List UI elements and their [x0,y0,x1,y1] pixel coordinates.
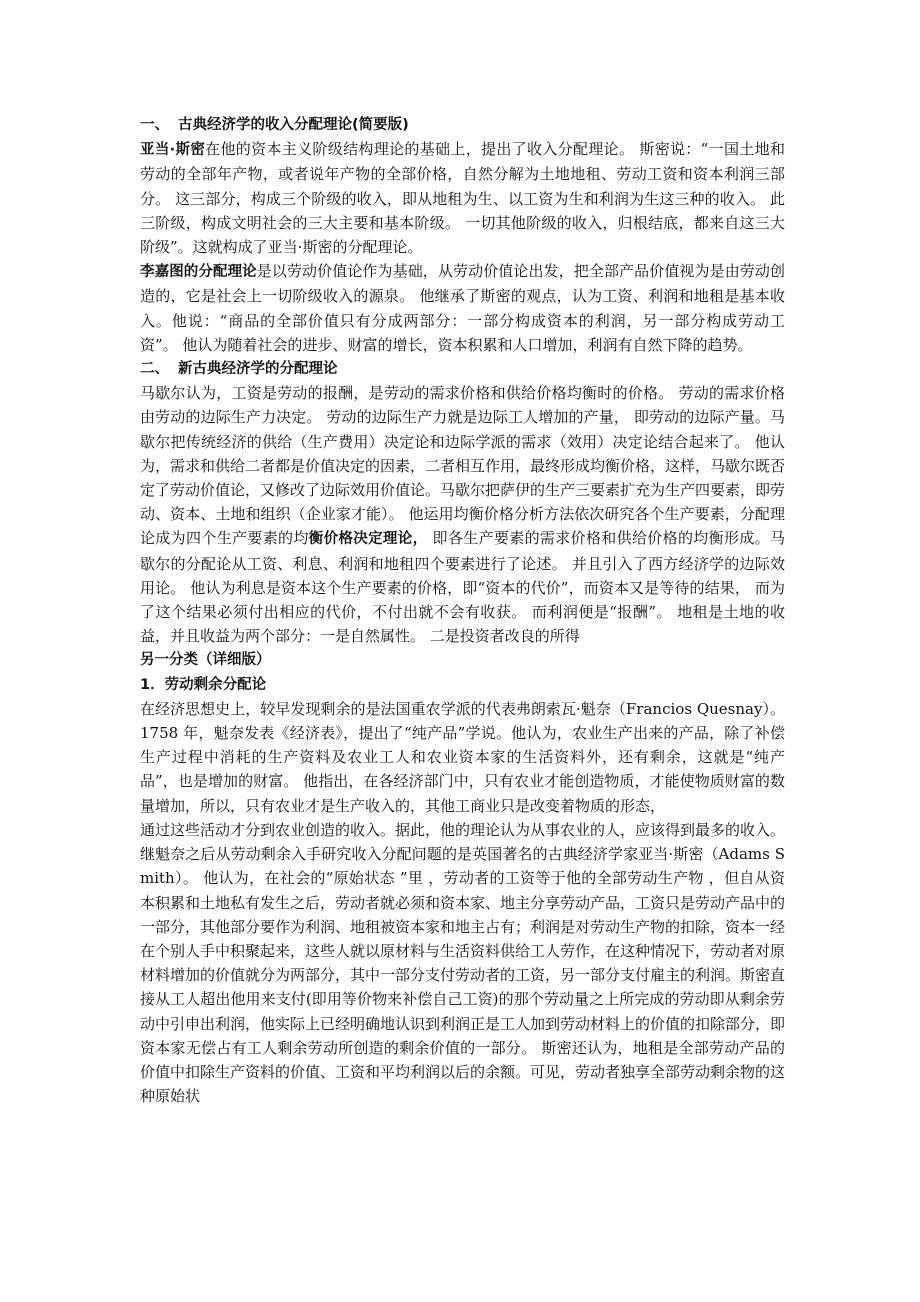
section-number: 二、 [140,361,169,378]
section-heading-labor-surplus: 1．劳动剩余分配论 [140,676,267,693]
paragraph-quesnay: 在经济思想史上，较早发现剩余的是法国重农学派的代表弗朗索瓦·魁奈（Francios Quesnay）。 1758 年，魁奈发表《经济表》，提出了“纯产品”学说。他认为，农业生产出来的产品，除了补偿生产过程中消耗的生产资料及农业工人和农业资本家的生活资料外，还有剩余，这就是“纯产品”，也是增加的财富。 他指出，在各经济部门中，只有农业才能创造物质，才能使物质财富的数量增加，所以，只有农业才是生产收入的，其他工商业只是改变着物质的形态， [140,699,785,815]
paragraph-body: 是以劳动价值论作为基础，从劳动价值论出发，把全部产品价值视为是由劳动创造的，它是社会上一切阶级收入的源泉。 他继承了斯密的观点，认为工资、利润和地租是基本收入。他说：“商品的全部价值只有分成两部分：一部分构成资本的利润，另一部分构成劳动工资”。 他认为随着社会的进步、财富的增长，资本积累和人口增加，利润有自然下降的趋势。 [140,262,785,354]
section-title: 古典经济学的收入分配理论(简要版) [178,117,409,133]
section-heading-classical [140,113,785,137]
document-page [140,113,785,1108]
paragraph-lead: 李嘉图的分配理论 [140,264,257,281]
paragraph-body-part2: 即各生产要素的需求价格和供给价格的均衡形成。马歇尔的分配论从工资、利息、利润和地租四个要素进行了论述。 并且引入了西方经济学的边际效用论。 他认为利息是资本这个生产要素的价格，即“资本的代价”，而资本又是等待的结果， 而为了这个结果必须付出相应的代价，不付出就不会有收获。 而利润便是“报酬”。 地租是土地的收益，并且收益为两个部分：一是自然属性。 二是投资者改良的所得 [140,529,786,646]
paragraph-lead: 亚当·斯密 [140,142,206,159]
section-number: 一、 [140,117,169,133]
section-title: 新古典经济学的分配理论 [178,361,338,378]
section-heading-neoclassical [140,357,785,381]
section-heading-detailed: 另一分类（详细版） [140,652,271,669]
paragraph-continuation: 通过这些活动才分到农业创造的收入。据此，他的理论认为从事农业的人，应该得到最多的收入。继魁奈之后从劳动剩余入手研究收入分配问题的是英国著名的古典经济学家亚当·斯密（Adams Smith）。 他认为，在社会的“原始状态 ”里 ，劳动者的工资等于他的全部劳动生产物 ，但自从资本积累和土地私有发生之后，劳动者就必须和资本家、地主分享劳动产品，工资只是劳动产品中的一部分，其他部分要作为利润、地租被资本家和地主占有；利润是对劳动生产物的扣除，资本一经在个别人手中积聚起来，这些人就以原材料与生活资料供给工人劳作，在这种情况下，劳动者对原材料增加的价值就分为两部分，其中一部分支付劳动者的工资，另一部分支付雇主的利润。斯密直接从工人超出他用来支付(即用等价物来补偿自己工资)的那个劳动量之上所完成的劳动即从剩余劳动中引申出利润，他实际上已经明确地认识到利润正是工人加到劳动材料上的价值的扣除部分，即资本家无偿占有工人剩余劳动所创造的剩余价值的一部分。 斯密还认为，地租是全部劳动产品的价值中扣除生产资料的价值、工资和平均利润以后的余额。可见，劳动者独享全部劳动剩余物的这种原始状 [140,820,786,1106]
paragraph-marshall [140,381,785,648]
paragraph-ricardo [140,259,785,357]
paragraph-body: 在他的资本主义阶级结构理论的基础上，提出了收入分配理论。 斯密说：“一国土地和劳动的全部年产物，或者说年产物的全部价格，自然分解为土地地租、劳动工资和资本利润三部分。 这三部分，构成三个阶级的收入，即从地租为生、以工资为生和利润为生这三种的收入。 此三阶级，构成文明社会的三大主要和基本阶级。 一切其他阶级的收入，归根结底，都来自这三大阶级”。这就构成了亚当·斯密的分配理论。 [140,140,785,257]
paragraph-body-part1: 马歇尔认为，工资是劳动的报酬，是劳动的需求价格和供给价格均衡时的价格。 劳动的需求价格由劳动的边际生产力决定。 劳动的边际生产力就是边际工人增加的产量， 即劳动的边际产量。马歇尔把传统经济的供给（生产费用）决定论和边际学派的需求（效用）决定论结合起来了。 他认为，需求和供给二者都是价值决定的因素，二者相互作用，最终形成均衡价格，这样，马歇尔既否定了劳动价值论，又修改了边际效用价值论。马歇尔把萨伊的生产三要素扩充为生产四要素，即劳动、资本、土地和组织（企业家才能）。 他运用均衡价格分析方法依次研究各个生产要素，分配理论成为四个生产要素的均 [140,384,786,548]
paragraph-bold-term: 衡价格决定理论， [308,531,428,548]
paragraph-smith [140,137,785,259]
